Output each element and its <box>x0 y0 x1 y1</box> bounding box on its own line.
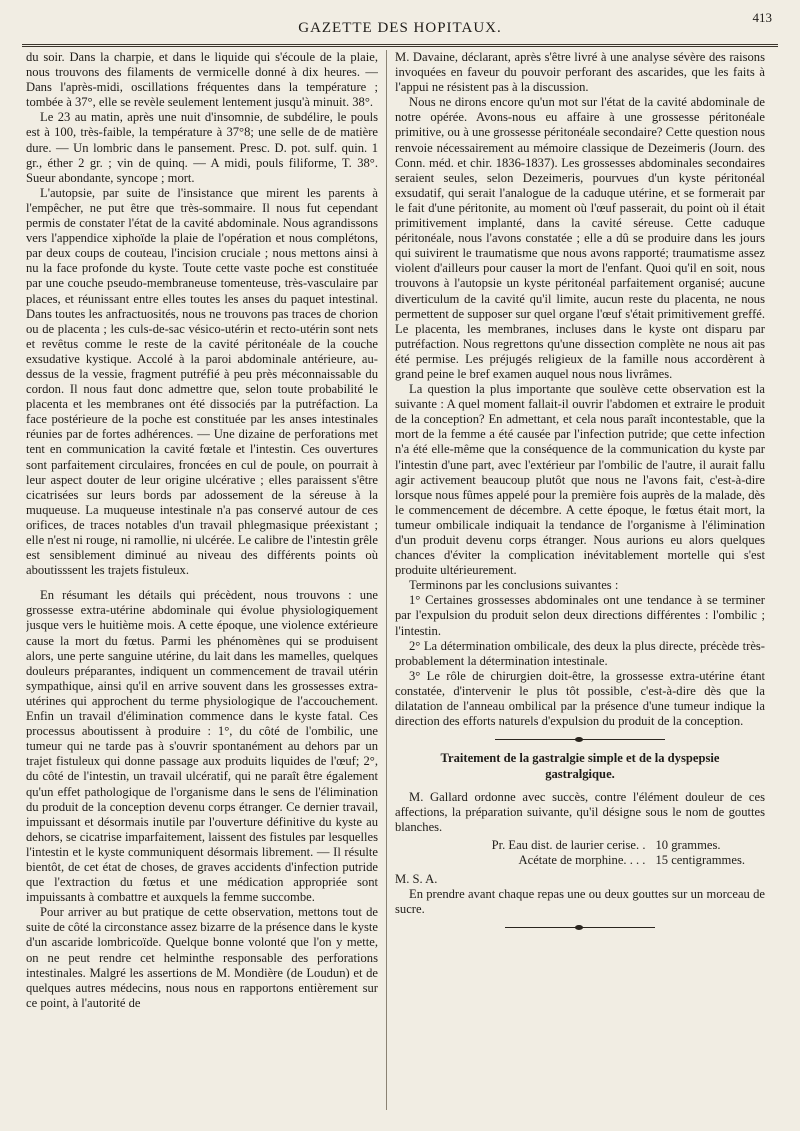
conclusion-item: 1° Certaines grossesses abdominales ont une tendance à se terminer par l'expulsion du produit selon deux directions différentes : l'ombilic ; l'intestin. <box>395 593 765 638</box>
paragraph: L'autopsie, par suite de l'insistance que mirent les parents à l'empêcher, ne put être que très-sommaire. Il nous fut cependant permis de constater l'état de la cavité abdominale. Nous agrandissons vers l'appendice xiphoïde la plaie de l'opération et nous complétons, par deux coups de couteau, l'incision cruciale ; nous mettons ainsi à nu la face profonde du kyste. Toute cette vaste poche est constituée par une couche pseudo-membraneuse tomenteuse, très-vasculaire par places, et réunissant entre elles toutes les anses du paquet intestinal. Dans toutes les anfractuosités, nous ne trouvons pas traces de chorion ou de placenta ; les culs-de-sac vésico-utérin et recto-utérin sont nets et revêtus comme le reste de la cavité péritonéale de la couche exsudative kystique. Accolé à la paroi abdominale antérieure, au-dessus de la vessie, fragment putréfié à peu près méconnaissable du cordon. Il nous faut donc admettre que, selon toute probabilité le placenta et les membranes ont été dissociés par la putréfaction. La face postérieure de la poche est constituée par les anses intestinales réunies par de fortes adhérences. — Une dizaine de perforations met tent en communication la cavité fœtale et l'intestin. Ces ouvertures sont parfaitement circulaires, froncées en cul de poule, on pourrait à leur aspect douter de leur origine ulcérative ; elles paraissent s'être cicatrisées sur leurs bords par adossement de la séreuse à la muqueuse. La muqueuse intestinale n'a pas conservé autour de ces orifices, de traces notables d'un travail phlegmasique préexistant ; elle n'est ni rouge, ni ramollie, ni ulcérée. Le calibre de l'intestin grêle est sensiblement diminué au niveau des différents points où aboutisssent les trajets fistuleux. <box>26 185 378 578</box>
publication-title: GAZETTE DES HOPITAUX. <box>298 20 502 36</box>
section-title: Traitement de la gastralgie simple et de la dyspepsie gastralgique. <box>440 751 720 782</box>
paragraph: Pour arriver au but pratique de cette observation, mettons tout de suite de côté la circonstance assez bizarre de la présence dans le kyste d'un ascaride lombricoïde. Quelque bonne volonté que l'on y mette, on ne peut rendre cet helminthe responsable des perforations intestinales. Malgré les assertions de M. Mondière (de Loudun) et de quelques autres médecins, nous nous en rapportons entièrement sur ce point, à l'autorité de <box>26 905 378 1010</box>
formula-item: Acétate de morphine. . . . <box>518 852 646 867</box>
page-number: 413 <box>752 10 772 25</box>
formula-dose: 15 centigrammes. <box>655 852 745 867</box>
column-divider <box>386 50 387 1110</box>
section-intro: M. Gallard ordonne avec succès, contre l'élément douleur de ces affections, la préparation suivante, qu'il désigne sous le nom de gouttes blanches. <box>395 790 765 835</box>
conclusion-item: 3° Le rôle de chirurgien doit-être, la grossesse extra-utérine étant constatée, d'intervenir le plus tôt possible, c'est-à-dire dès que la dilatation de l'anneau ombilical par la présence d'une tumeur indique la direction des efforts naturels d'expulsion du produit de la conception. <box>395 668 765 729</box>
paragraph: Le 23 au matin, après une nuit d'insomnie, de subdélire, le pouls est à 100, très-faible, la température à 37°8; une selle de de matière dure. — Un lombric dans le pansement. Presc. D. pot. sulf. quin. 1 gr., éther 2 gr. ; vin de quinq. — A midi, pouls filiforme, T. 38°. Sueur abondante, syncope ; mort. <box>26 110 378 185</box>
right-column <box>395 50 765 1120</box>
paragraph: Nous ne dirons encore qu'un mot sur l'état de la cavité abdominale de notre opérée. Avons-nous eu affaire à une grossesse péritonéale primitive, ou à une grossesse péritonéale secondaire? Cette question nous renvoie nécessairement au mémoire classique de Dezeimeris (Journ. des Conn. méd. et chir. 1836-1837). Les grossesses abdominales secondaires seraient seules, selon Dezeimeris, pourvues d'un kyste péritonéal exsudatif, qui serait l'analogue de la caduque utérine, et se formerait par le fait d'une péritonite, au moment où l'œuf passerait, du point où il était primitivement implanté, dans la cavité séreuse. Cette caduque péritonéale, nous l'avons constatée ; elle a dû se produire dans les jours qui suivirent le traumatisme que nous avons rapporté; traumatisme assez violent d'ailleurs pour causer la mort de l'enfant. Quoi qu'il en soit, nous trouvons à l'autopsie un kyste péritonéal parfaitement organisé; aucune diverticulum de la cavité qu'il limite, aucun reste du placenta, ne nous permettent de supposer sur quel organe l'œuf s'était primitivement greffé. Le placenta, les membranes, incluses dans le kyste ont disparu par putréfaction. Nous regrettons qu'une dissection complète ne nous ait pas été permise. Les préjugés religieux de la famille nous accordèrent à grand peine le bref examen auquel nous nous livrâmes. <box>395 95 765 381</box>
conclusion-item: 2° La détermination ombilicale, des deux la plus directe, précède très-probablement la détermination intestinale. <box>395 638 765 668</box>
end-divider <box>505 927 655 928</box>
prescription-instructions: En prendre avant chaque repas une ou deux gouttes sur un morceau de sucre. <box>395 886 765 916</box>
formula-dose: 10 grammes. <box>655 837 721 852</box>
left-column <box>26 50 378 1120</box>
paragraph: du soir. Dans la charpie, et dans le liquide qui s'écoule de la plaie, nous trouvons des filaments de vermicelle donné à dix heures. — Dans l'après-midi, oscillations fréquentes dans la température ; tombée à 37°, elle se revèle seulement lentement jusqu'à minuit. 38°. <box>26 50 378 110</box>
prescription-formula <box>455 838 745 868</box>
paragraph: En résumant les détails qui précèdent, nous trouvons : une grossesse extra-utérine abdominale qui évolue physiologiquement jusque vers le huitième mois. A cette époque, une violence extérieure cause la mort du fœtus. Parmi les phénomènes qui se produisent alors, une perte sanguine utérine, du lait dans les mamelles, quelques douleurs préparantes, indiquent un commencement de travail utérin sympathique, ainsi qu'il en arrive souvent dans les grossesses extra-utérines qui approchent du terme physiologique de l'accouchement. Enfin un travail d'élimination commence dans le kyste fatal. Ces processus aboutissent à produire : 1°, du côté de l'ombilic, une tumeur qui ne tarde pas à s'ouvrir spontanément au dehors par un trajet fistuleux qui donne passage aux produits liquides de l'œuf; 2°, du côté de l'intestin, un travail ulcératif, qui ne paraît être également qu'un effet pathologique de l'organisme dans le sens de l'élimination du produit de la conception devenu corps étranger. Ce dernier travail, impuissant et désormais inutile par l'ouverture définitive du kyste au dehors, se cicatrise imparfaitement, laissent des fistules par lesquelles l'intestin et le kyste communiquent désormais librement. — Il résulte bientôt, de cet état de choses, de graves accidents d'infection putride que l'extraction du fœtus et une médication appropriée sont impuissants à combattre et auxquels la femme succombe. <box>26 588 378 905</box>
paragraph: La question la plus importante que soulève cette observation est la suivante : A quel moment fallait-il ouvrir l'abdomen et extraire le produit de la conception? En admettant, et cela nous paraît incontestable, que la mort de la femme a été causée par l'infection putride; que cette infection n'a été elle-même que la conséquence de la communication du kyste par l'intestin d'une part, avec l'extérieur par l'ombilic de l'autre, il aurait fallu agir activement beaucoup plutôt que nous ne l'avons fait, c'est-à-dire lorsque nous fûmes appelé pour la première fois auprès de la malade, dès le commencement de décembre. A cette époque, le fœtus était mort, la tumeur ombilicale indiquait la tendance de l'organisme à l'élimination d'un produit devenu corps étranger. Nous aurions eu alors quelques chances d'éviter la complication inévitablement mortelle qui s'est produite ultérieurement. <box>395 382 765 578</box>
prescription-abbreviation: M. S. A. <box>395 871 438 886</box>
page-header <box>22 10 778 47</box>
formula-item: Pr. Eau dist. de laurier cerise. . <box>491 837 646 852</box>
paragraph: M. Davaine, déclarant, après s'être livré à une analyse sévère des raisons invoquées en faveur du pouvoir perforant des ascarides, que les faits à l'appui ne résistent pas à la discussion. <box>395 50 765 95</box>
paragraph: Terminons par les conclusions suivantes : <box>409 578 619 593</box>
section-divider <box>495 739 665 740</box>
